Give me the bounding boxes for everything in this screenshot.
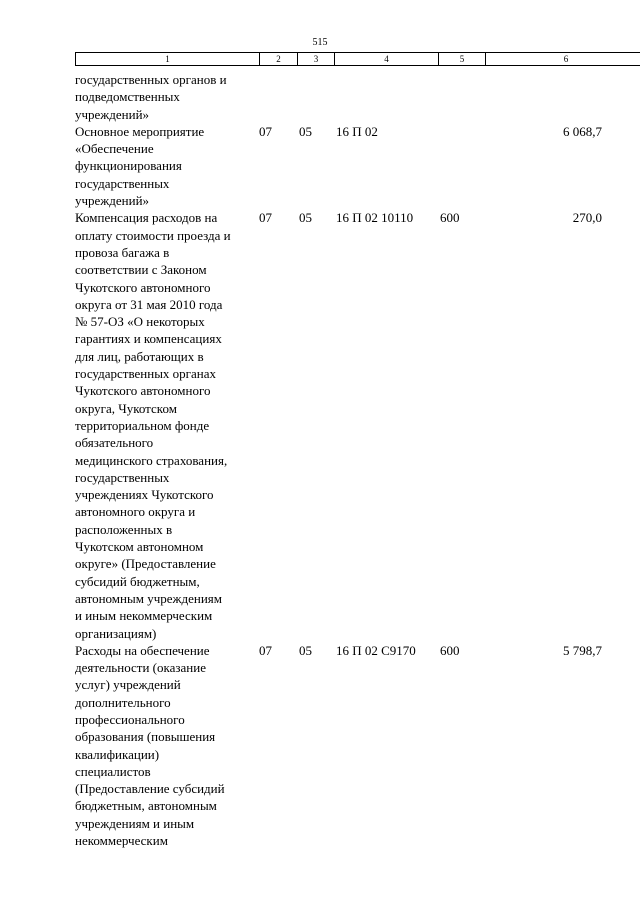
section-code: 07 xyxy=(259,642,272,658)
section-code: 07 xyxy=(259,210,272,226)
row-name-line: округа, Чукотском xyxy=(75,400,177,416)
row-name-line: некоммерческим xyxy=(75,833,168,849)
row-name-line: учреждений» xyxy=(75,106,150,122)
header-col-5: 5 xyxy=(439,53,486,65)
row-name xyxy=(75,209,259,641)
row-name-line: провоза багажа в xyxy=(75,244,170,260)
amount: 5 798,7 xyxy=(563,642,602,658)
row-name-line: государственных xyxy=(75,175,170,191)
target-article-code xyxy=(336,71,440,123)
subsection-code xyxy=(299,71,336,123)
table-header xyxy=(75,52,640,66)
table-row xyxy=(75,71,640,123)
row-name-line: Чукотского автономного xyxy=(75,383,211,399)
row-name-line: Основное мероприятие xyxy=(75,123,205,139)
row-name-line: автономным учреждениям xyxy=(75,590,222,606)
table-row xyxy=(75,123,640,209)
row-name-line: квалификации) xyxy=(75,746,160,762)
header-col-6: 6 xyxy=(563,54,569,64)
expense-type-code: 600 xyxy=(440,210,460,226)
row-name-line: государственных органов и xyxy=(75,72,227,87)
amount xyxy=(482,71,602,123)
subsection-code: 05 xyxy=(299,210,312,226)
row-name-line: учреждениях Чукотского xyxy=(75,487,214,503)
subsection-code: 05 xyxy=(299,123,312,139)
row-name-line: государственных органах xyxy=(75,366,217,382)
row-name-line: деятельности (оказание xyxy=(75,660,206,676)
row-name-line: функционирования xyxy=(75,158,182,174)
subsection-code: 05 xyxy=(299,642,312,658)
row-name-line: Чукотского автономного xyxy=(75,279,211,295)
row-name-line: учреждениям и иным xyxy=(75,815,195,831)
row-name-line: государственных xyxy=(75,469,170,485)
header-col-3: 3 xyxy=(298,53,335,65)
row-name xyxy=(75,71,259,123)
row-name-line: «Обеспечение xyxy=(75,141,154,157)
table-row xyxy=(75,642,640,850)
amount: 270,0 xyxy=(572,210,602,226)
row-name-line: образования (повышения xyxy=(75,729,216,745)
expense-type-code: 600 xyxy=(440,642,460,658)
table-body xyxy=(75,71,640,849)
row-name-line: оплату стоимости проезда и xyxy=(75,227,231,243)
expense-type-code xyxy=(440,71,482,123)
row-name-line: Расходы на обеспечение xyxy=(75,642,210,658)
target-article-code: 16 П 02 xyxy=(336,123,378,139)
row-name-line: № 57-ОЗ «О некоторых xyxy=(75,314,205,330)
row-name-line: округе» (Предоставление xyxy=(75,556,216,572)
row-name-line: Чукотском автономном xyxy=(75,539,204,555)
row-name-line: Компенсация расходов на xyxy=(75,210,218,226)
row-name-line: соответствии с Законом xyxy=(75,262,207,278)
target-article-code: 16 П 02 С9170 xyxy=(336,642,416,658)
row-name-line: (Предоставление субсидий xyxy=(75,781,225,797)
row-name-line: гарантиях и компенсациях xyxy=(75,331,222,347)
row-name-line: организациям) xyxy=(75,625,157,641)
expense-type-code xyxy=(440,123,482,209)
table-row xyxy=(75,209,640,641)
row-name-line: подведомственных xyxy=(75,89,180,105)
row-name-line: учреждений» xyxy=(75,193,150,209)
header-col-2: 2 xyxy=(260,53,298,65)
row-name-line: профессионального xyxy=(75,711,185,727)
header-col-1: 1 xyxy=(76,53,260,65)
row-name xyxy=(75,123,259,209)
row-name-line: территориальном фонде xyxy=(75,417,210,433)
row-name-line: услуг) учреждений xyxy=(75,677,181,693)
row-name-line: обязательного xyxy=(75,435,154,451)
section-code xyxy=(259,71,299,123)
row-name xyxy=(75,642,259,850)
row-name-line: для лиц, работающих в xyxy=(75,348,204,364)
row-name-line: автономного округа и xyxy=(75,504,196,520)
amount: 6 068,7 xyxy=(563,123,602,139)
row-name-line: и иным некоммерческим xyxy=(75,608,213,624)
row-name-line: округа от 31 мая 2010 года xyxy=(75,296,223,312)
row-name-line: специалистов xyxy=(75,763,151,779)
section-code: 07 xyxy=(259,123,272,139)
row-name-line: медицинского страхования, xyxy=(75,452,228,468)
header-col-4: 4 xyxy=(335,53,439,65)
row-name-line: субсидий бюджетным, xyxy=(75,573,200,589)
row-name-line: бюджетным, автономным xyxy=(75,798,217,814)
page-number: 515 xyxy=(312,37,328,48)
row-name-line: дополнительного xyxy=(75,694,171,710)
row-name-line: расположенных в xyxy=(75,521,173,537)
target-article-code: 16 П 02 10110 xyxy=(336,210,414,226)
